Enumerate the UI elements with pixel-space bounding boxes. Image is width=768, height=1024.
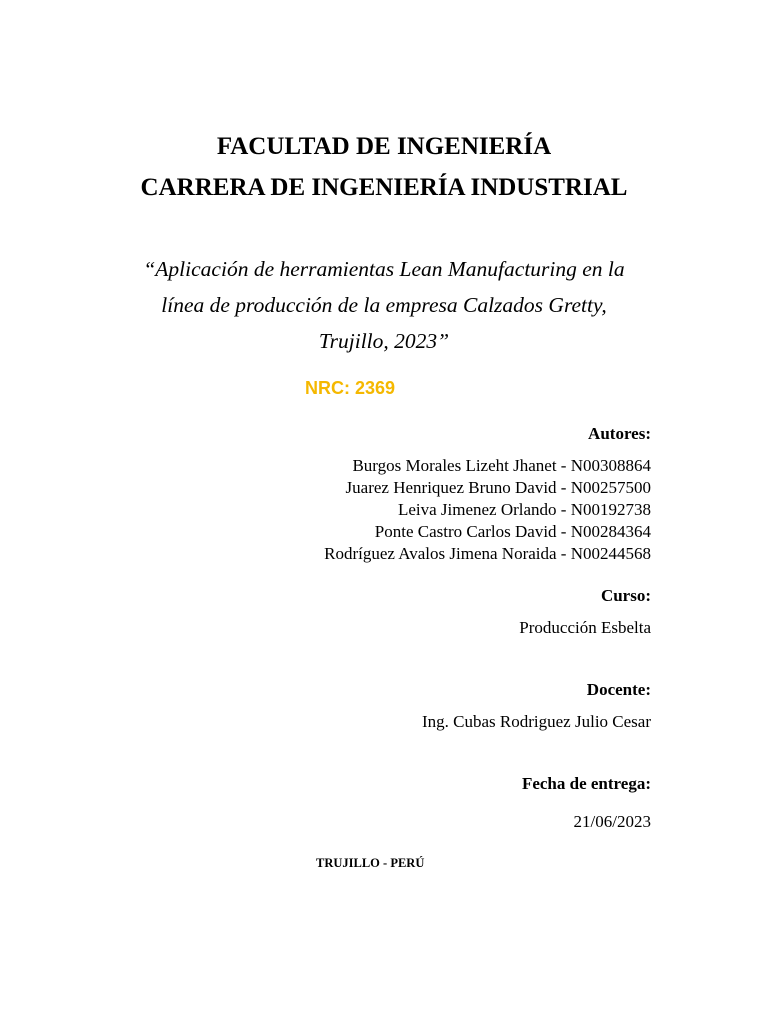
- course-value: Producción Esbelta: [519, 618, 651, 637]
- project-title-line-2: línea de producción de la empresa Calzados Gretty,: [161, 293, 607, 317]
- location-footer: TRUJILLO - PERÚ: [316, 856, 425, 870]
- career-name: CARRERA DE INGENIERÍA INDUSTRIAL: [140, 174, 628, 201]
- delivery-date-value: 21/06/2023: [573, 812, 651, 831]
- author-item: Ponte Castro Carlos David - N00284364: [374, 522, 651, 541]
- author-item: Juarez Henriquez Bruno David - N00257500: [345, 478, 651, 497]
- author-item: Rodríguez Avalos Jimena Noraida - N00244568: [324, 544, 651, 563]
- authors-list: [324, 455, 651, 565]
- project-title: [100, 251, 668, 359]
- author-item: Burgos Morales Lizeht Jhanet - N00308864: [352, 456, 651, 475]
- delivery-date-label: Fecha de entrega:: [521, 774, 651, 793]
- author-item: Leiva Jimenez Orlando - N00192738: [397, 500, 651, 519]
- teacher-value: Ing. Cubas Rodriguez Julio Cesar: [422, 712, 651, 731]
- authors-label: Autores:: [588, 424, 651, 443]
- institution-heading: [0, 126, 768, 208]
- teacher-label: Docente:: [586, 680, 651, 699]
- course-label: Curso:: [600, 586, 651, 605]
- project-title-line-3: Trujillo, 2023”: [318, 329, 450, 353]
- nrc-code: NRC: 2369: [305, 378, 396, 398]
- faculty-name: FACULTAD DE INGENIERÍA: [216, 133, 552, 160]
- project-title-line-1: “Aplicación de herramientas Lean Manufacturing en la: [143, 257, 625, 281]
